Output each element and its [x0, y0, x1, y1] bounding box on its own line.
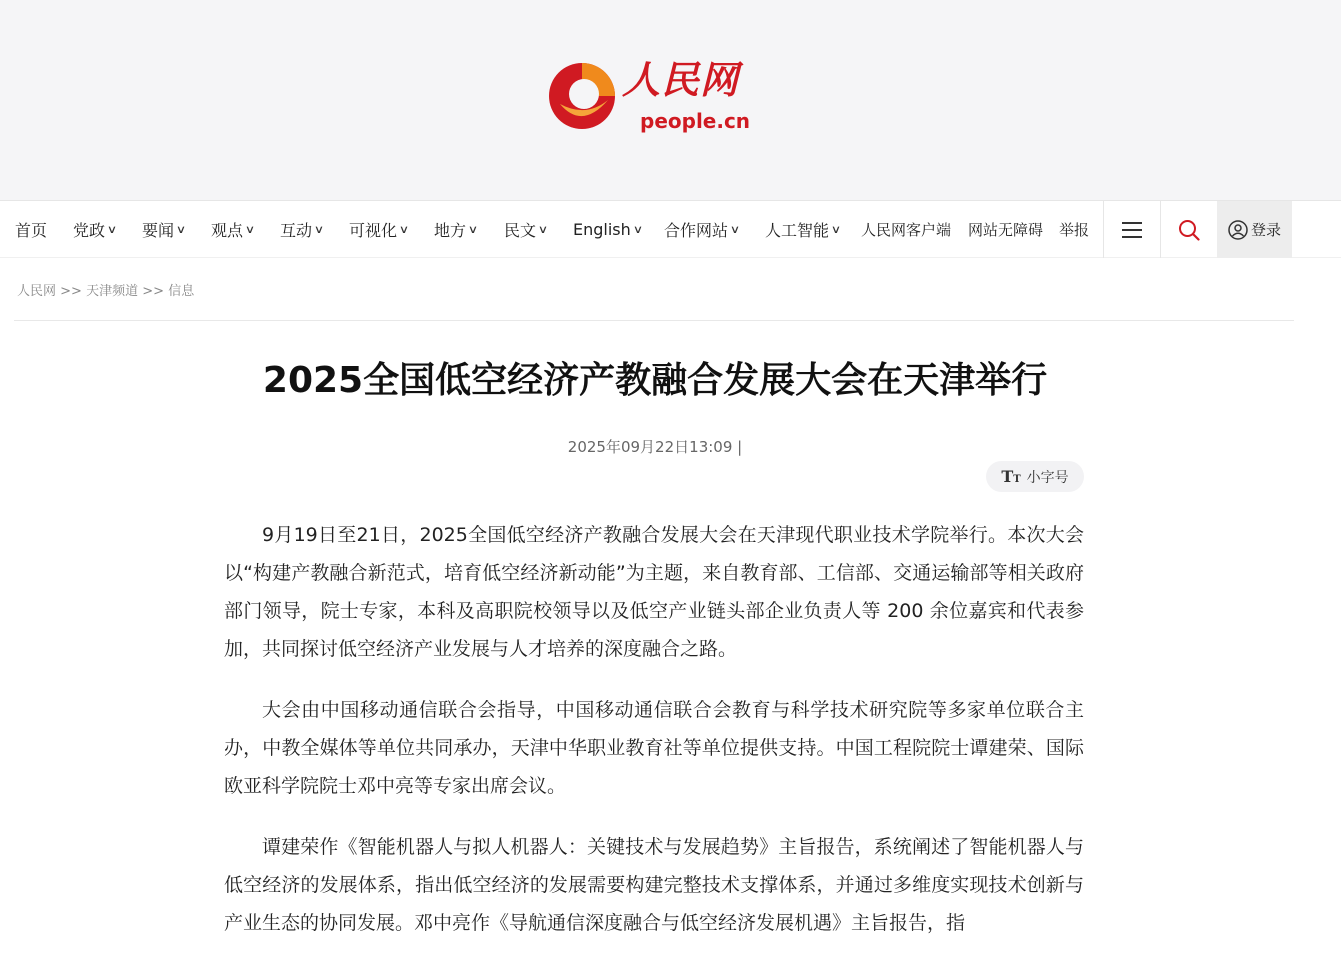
breadcrumb-item-section[interactable]: 信息 — [168, 284, 195, 299]
logo-text-en: people.cn — [640, 109, 751, 133]
nav-label: 要闻 — [142, 221, 175, 240]
breadcrumb-item-home[interactable]: 人民网 — [17, 284, 57, 299]
nav-item-app[interactable] — [861, 201, 951, 258]
search-icon — [1178, 219, 1200, 241]
nav-item-interact[interactable] — [280, 201, 323, 258]
chevron-down-icon: ∨ — [729, 223, 741, 236]
article-paragraph: 9月19日至21日，2025全国低空经济产教融合发展大会在天津现代职业技术学院举行。本次大会以“构建产教融合新范式，培育低空经济新动能”为主题，来自教育部、工信部、交通运输部等相关政府部门领导，院士专家，本科及高职院校领导以及低空产业链头部企业负责人等 200 余位嘉宾和代表参加，共同探讨低空经济产业发展与人才培养的深度融合之路。 — [224, 524, 1084, 660]
breadcrumb-divider — [14, 320, 1294, 321]
font-toggle-label: 小字号 — [1026, 469, 1069, 486]
login-button[interactable] — [1217, 201, 1292, 258]
chevron-down-icon: ∨ — [106, 223, 118, 236]
chevron-down-icon: ∨ — [244, 223, 256, 236]
chevron-down-icon: ∨ — [313, 223, 325, 236]
nav-item-ethnic[interactable] — [504, 201, 547, 258]
chevron-down-icon: ∨ — [830, 223, 842, 236]
nav-label: 合作网站 — [664, 221, 729, 240]
chevron-down-icon: ∨ — [175, 223, 187, 236]
hamburger-menu-icon — [1121, 221, 1143, 239]
people-logo-icon — [546, 60, 618, 132]
search-button[interactable] — [1161, 201, 1217, 258]
breadcrumb-separator: >> — [142, 284, 165, 299]
chevron-down-icon: ∨ — [537, 223, 549, 236]
user-icon — [1228, 220, 1248, 240]
nav-label: 互动 — [280, 221, 313, 240]
nav-item-local[interactable] — [434, 201, 477, 258]
chevron-down-icon: ∨ — [632, 223, 644, 236]
nav-label: English — [573, 220, 631, 239]
nav-label: 人民网客户端 — [861, 221, 952, 239]
nav-label: 可视化 — [349, 221, 398, 240]
font-size-toggle[interactable] — [986, 461, 1084, 492]
nav-label: 人工智能 — [765, 221, 830, 240]
breadcrumb-separator: >> — [60, 284, 82, 299]
nav-item-opinion[interactable] — [211, 201, 254, 258]
chevron-down-icon: ∨ — [467, 223, 479, 236]
article-paragraph: 大会由中国移动通信联合会指导，中国移动通信联合会教育与科学技术研究院等多家单位联合主办，中教全媒体等单位共同承办，天津中华职业教育社等单位提供支持。中国工程院院士谭建荣、国际欧亚科学院院士邓中亮等专家出席会议。 — [224, 699, 1084, 797]
article-datetime: 2025年09月22日13:09 | — [567, 438, 743, 456]
nav-label: 观点 — [211, 221, 244, 240]
chevron-down-icon: ∨ — [398, 223, 410, 236]
logo-text-cn: 人民网 — [622, 57, 740, 102]
nav-label: 地方 — [434, 221, 467, 240]
nav-label: 首页 — [15, 221, 48, 240]
site-header — [0, 0, 1341, 201]
breadcrumb-item-channel[interactable]: 天津频道 — [86, 284, 139, 299]
nav-item-partners[interactable] — [664, 201, 739, 258]
nav-label: 民文 — [504, 221, 537, 240]
nav-item-party[interactable] — [73, 201, 116, 258]
site-logo[interactable] — [546, 55, 762, 135]
nav-item-english[interactable] — [573, 201, 642, 258]
login-label: 登录 — [1250, 221, 1281, 239]
article-body — [224, 516, 1084, 965]
article-paragraph: 谭建荣作《智能机器人与拟人机器人：关键技术与发展趋势》主旨报告，系统阐述了智能机器人与低空经济的发展体系，指出低空经济的发展需要构建完整技术支撑体系，并通过多维度实现技术创新与产业生态的协同发展。邓中亮作《导航通信深度融合与低空经济发展机遇》主旨报告，指 — [224, 836, 1084, 934]
main-nav — [0, 201, 1341, 258]
font-size-icon: TT — [1001, 467, 1021, 486]
nav-item-news[interactable] — [142, 201, 185, 258]
nav-item-ai[interactable] — [765, 201, 840, 258]
nav-item-home[interactable] — [15, 201, 47, 258]
article-title: 2025全国低空经济产教融合发展大会在天津举行 — [262, 360, 1048, 401]
nav-label: 网站无障碍 — [968, 221, 1044, 239]
breadcrumb — [17, 280, 194, 299]
nav-item-report[interactable] — [1059, 201, 1089, 258]
nav-item-visual[interactable] — [349, 201, 408, 258]
nav-label: 党政 — [73, 221, 106, 240]
nav-label: 举报 — [1059, 221, 1090, 239]
nav-item-accessibility[interactable] — [968, 201, 1043, 258]
menu-button[interactable] — [1104, 201, 1160, 258]
